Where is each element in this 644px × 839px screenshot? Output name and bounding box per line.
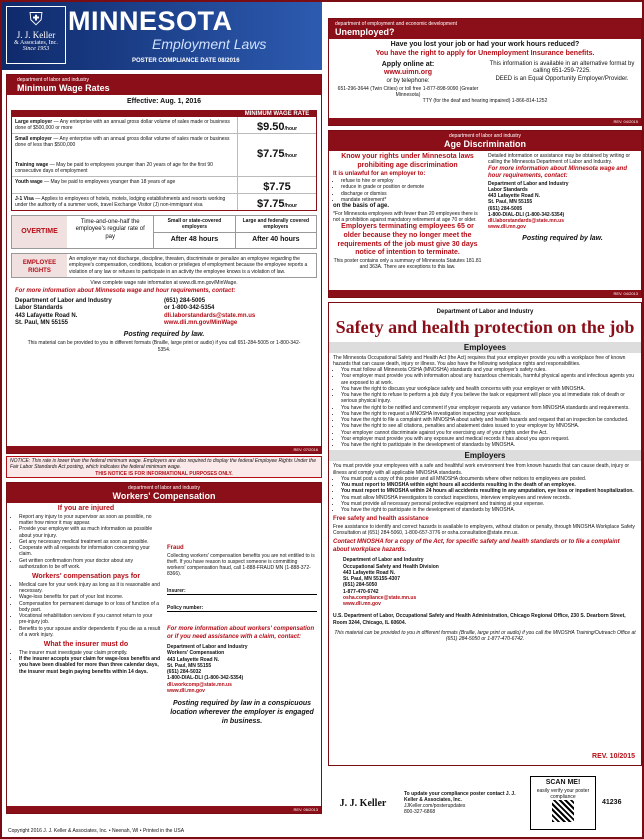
wage-link[interactable]: View complete wage rate information at www.dli.mn.gov/MinWage.	[90, 279, 238, 286]
section-title: Age Discrimination	[443, 139, 526, 149]
scan-box: SCAN ME! easily verify your poster compliance	[530, 776, 596, 830]
company-logo	[6, 6, 66, 64]
age-discrimination-section: department of labor and industry Age Discrimination Know your rights under Minnesota laws prohibiting age discrimination It is unlawful for an employer to: • refuse to hire or employ • reduce in grade or position or demote • discharge or dismiss • mandate retirement* on the basis of age. *For Minnesota employees with fewer than 20 employees there is not a prohibition against mandatory retirement at age 70 or older. Employers terminating employees 65 or older because they no longer meet the requirements of the job must give 30 days notice of intention to terminate. This poster contains only a summary of Minnesota Statutes 181.81 and 363A. There are exceptions to this law. Detailed information or assistance may be obtained by writing or calling the Minnesota Department of Labor and Industry. For more information about Minnesota wage and hour requirements, contact: Department of Labor and Industry Labor Standards 443 Lafayette Road N. St. Paul, MN 55155 (651) 284-5005 1-800-DIAL-DLI (1-800-342-5354) dli.laborstandards@state.mn.us www.dli.mn.gov Posting required by law. REV. 04/2013	[328, 130, 642, 298]
logo-subtext: & Associates, Inc.	[14, 40, 58, 46]
policy-field: Policy number:	[167, 605, 317, 612]
injured-list: • Report any injury to your supervisor as soon as possible, no matter how minor it may appear. • Provide your employer with as much information as possible about your injury. • Get any necessary medical treatment as soon as possible. • Cooperate with all requests for information concerning your claim. • Get written confirmation from your doctor about any authorization to be off work.	[11, 514, 161, 570]
wage-row: Youth wage — May be paid to employees younger than 18 years of age $7.75	[12, 177, 316, 194]
pays-list: • Medical care for your work injury as long as it is reasonable and necessary. • Wage-loss benefits for part of your lost income. • Compensation for permanent damage to or loss of function of a body part. • Vocational rehabilitation services if you cannot return to your pre-injury job. • Benefits to your spouse and/or dependents if you die as a result of a work injury.	[11, 582, 161, 638]
employer-duties-list: • You must post a copy of this poster and all MNOSHA documents where other notices to employees are posted. • You must report to MNOSHA within eight hours all accidents resulting in the death of an employee. • You must report to MNOSHA within 24 hours all accidents resulting in any amputation, eye loss or inpatient hospitalization. • You must allow MNOSHA investigators to conduct inspections, interview employees and review records. • You must provide all necessary personal protective equipment and training at your expense. • You have the right to participate in the development of standards by MNOSHA.	[333, 476, 637, 514]
section-title: Minimum Wage Rates	[17, 83, 110, 93]
revision-date: REV. 07/2016	[7, 446, 321, 453]
footer: J. J. Keller To update your compliance poster contact J. J. Keller & Associates, Inc. JJKeller.com/posterupdates 800-327-6868 SCAN ME! easily verify your poster compliance 41236	[328, 770, 642, 836]
notice-box: NOTICE: This rate is lower than the federal minimum wage. Employers are also required to display the federal Employee Rights Under the Fair Labor Standards Act posting, which indicates the federal minimum wage. THIS NOTICE IS FOR INFORMATIONAL PURPOSES ONLY.	[6, 456, 322, 478]
wage-row: Large employer — Any enterprise with an annual gross dollar volume of sales made or business done of $500,000 or more $9.50/hour	[12, 117, 316, 134]
age-list: • refuse to hire or employ • reduce in grade or position or demote • discharge or dismiss • mandate retirement*	[333, 178, 482, 203]
wage-col-header: MINIMUM WAGE RATE	[244, 110, 310, 117]
qr-code-icon[interactable]	[552, 800, 574, 822]
wage-row: Small employer — Any enterprise with an annual gross dollar volume of sales made or business done of less than $500,000 $7.75/hour	[12, 134, 316, 160]
min-wage-section: department of labor and industry Minimum Wage Rates Effective: Aug. 1, 2016 MINIMUM WAGE RATE Large employer — Any enterprise with an annual gross dollar volume of sales made or business done of $500,000 or more $9.50/hour Small employer — Any enterprise with an annual gross dollar volume of sales made or business done of less than $500,000 $7.75/hour Training wage — May be paid to employees younger than 20 years of age for the first 90 consecutive days of employment Youth wage — May be paid to employees younger than 18 years of age $7.75 J-1 Visa — Applies to employees of hotels, motels, lodging establishments and resorts working under the authority of a summer work, travel Exchange Visitor (J) non-immigrant visa $7.75/hour OVERTIME Time-and-one-half the employee's regular rate of pay Small or state-covered employers After 48 hours Large and federally covered employers After 40 hours EMPLOYEE RIGHTS An employer may not discharge, discipline, threaten, discriminate or penalize an employee regarding the employee's compensation, conditions, location or privileges of employment because the employee reports a violation of any law or refuses to participate in an activity the employee knows is a violation of law. View complete wage rate information at www.dli.mn.gov/MinWage. For more information about Minnesota wage and hour requirements, contact: Department of Labor and Industry Labor Standards 443 Lafayette Road N. St. Paul, MN 55155 (651) 284-5005 or 1-800-342-5354 dli.laborstandards@state.mn.us www.dli.mn.gov/MinWage Posting required by law. This material can be provided to you in different formats (Braille, large print or audio) if you call 651-284-5005 or 1-800-342-5354. REV. 07/2016	[6, 74, 322, 454]
insurer-list: • The insurer must investigate your claim promptly. • If the insurer accepts your claim for wage-loss benefits and you have been disabled for more than three calendar days, the insurer must begin paying benefits within 14 days.	[11, 650, 161, 675]
wc-contact: Department of Labor and Industry Workers' Compensation 443 Lafayette Road N. St. Paul, MN 55155 (651) 284-5032 1-800-DIAL-DLI (1-800-342-5354) dli.workcomp@state.mn.us www.dli.mn.gov	[167, 644, 248, 694]
state-title: MINNESOTA	[68, 6, 233, 36]
contact-address: Department of Labor and Industry Labor Standards 443 Lafayette Road N. St. Paul, MN 55155	[15, 297, 112, 326]
overtime-table: OVERTIME Time-and-one-half the employee's regular rate of pay Small or state-covered employers After 48 hours Large and federally covered employers After 40 hours	[11, 215, 317, 249]
logo-text: J. J. Keller	[16, 30, 56, 40]
header-banner	[2, 2, 322, 70]
workers-comp-section: department of labor and industry Workers' Compensation If you are injured • Report any injury to your supervisor as soon as possible, no matter how minor it may appear. • Provide your employer with as much information as possible about your injury. • Get any necessary medical treatment as soon as possible. • Cooperate with all requests for information concerning your claim. • Get written confirmation from your doctor about any authorization to be off work. Workers' compensation pays for • Medical care for your work injury as long as it is reasonable and necessary. • Wage-loss benefits for part of your lost income. • Compensation for permanent damage to or loss of function of a body part. • Vocational rehabilitation services if you cannot return to your pre-injury job. • Benefits to your spouse and/or dependents if you die as a result of a work injury. What the insurer must do • The insurer must investigate your claim promptly. • If the insurer accepts your claim for wage-loss benefits and you have been disabled for more than three calendar days, the insurer must begin paying benefits within 14 days. Fraud Collecting workers' compensation benefits you are not entitled to is theft. If you have reason to suspect someone is committing workers' compensation fraud, call 1-888-FRAUD MN (1-888-372-8366). Insurer: Policy number: For more information about workers' compensation or if you need assistance with a claim, contact: Department of Labor and Industry Workers' Compensation 443 Lafayette Road N. St. Paul, MN 55155 (651) 284-5032 1-800-DIAL-DLI (1-800-342-5354) dli.workcomp@state.mn.us www.dli.mn.gov Posting required by law in a conspicuous location wherever the employer is engaged in business. REV. 06/2013	[6, 482, 322, 814]
section-title: Workers' Compensation	[112, 491, 216, 501]
logo-since: Since 1953	[22, 46, 50, 52]
age-contact: Department of Labor and Industry Labor Standards 443 Lafayette Road N. St. Paul, MN 55155 (651) 284-5005 1-800-DIAL-DLI (1-800-342-5354) dli.laborstandards@state.mn.us www.dli.mn.gov	[488, 180, 569, 231]
insurer-field: Insurer:	[167, 588, 317, 595]
poster-subtitle: Employment Laws	[152, 36, 267, 52]
agency-label: department of labor and industry	[17, 77, 89, 83]
footer-link[interactable]: JJKeller.com/posterupdates	[404, 803, 466, 809]
effective-date: Effective: Aug. 1, 2016	[126, 98, 202, 105]
employee-rights-list: • You must follow all Minnesota OSHA (MNOSHA) standards and your employer's safety rules. • Your employer must provide you with information about any hazardous chemicals, harmful physical agents and infectious agents you are exposed to at work. • You have the right to discuss your workplace safety and health concerns with your employer or with MNOSHA. • You have the right to refuse to perform a job duty if you believe the task or equipment will place you at immediate risk of death or serious physical injury. • You have the right to be notified and comment if your employer requests any variance from MNOSHA standards and requirements. • You have the right to request a MNOSHA investigation inspecting your workplace. • You have the right to file a complaint with MNOSHA about safety and health hazards and request that an inspection be conducted. • You have the right to see all citations, penalties and abatement dates issued to your employer by MNOSHA. • Your employer cannot discriminate against you for exercising any of your rights under the Act. • Your employer must provide you with any exposure and medical records it has about you upon request. • You have the right to participate in the development of standards by MNOSHA.	[333, 367, 637, 448]
footer-logo: J. J. Keller	[339, 797, 387, 809]
employee-rights: EMPLOYEE RIGHTS An employer may not discharge, discipline, threaten, discriminate or penalize an employee regarding the employee's compensation, conditions, location or privileges of employment because the employee reports a violation of any law or refuses to participate in an activity the employee knows is a violation of law.	[11, 253, 317, 278]
section-title: Unemployed?	[335, 27, 395, 37]
uimn-link[interactable]: www.uimn.org	[384, 69, 432, 77]
safety-contact: Department of Labor and Industry Occupational Safety and Health Division 443 Lafayette Road N. St. Paul, MN 55155-4307 (651) 284-5050 1-877-470-6742 osha.compliance@state.mn.us www.dli.mn.gov	[343, 557, 439, 607]
safety-section: Department of Labor and Industry Safety and health protection on the job Employees The Minnesota Occupational Safety and Health Act (the Act) requires that your employer provide you with a workplace free of known hazards that can cause death, injury or illness. You also have the following workplace rights and responsibilities. • You must follow all Minnesota OSHA (MNOSHA) standards and your employer's safety rules. • Your employer must provide you with information about any hazardous chemicals, harmful physical agents and infectious agents you are exposed to at work. • You have the right to discuss your workplace safety and health concerns with your employer or with MNOSHA. • You have the right to refuse to perform a job duty if you believe the task or equipment will place you at immediate risk of death or serious physical injury. • You have the right to be notified and comment if your employer requests any variance from MNOSHA standards and requirements. • You have the right to request a MNOSHA investigation inspecting your workplace. • You have the right to file a complaint with MNOSHA about safety and health hazards and request that an inspection be conducted. • You have the right to see all citations, penalties and abatement dates issued to your employer by MNOSHA. • Your employer cannot discriminate against you for exercising any of your rights under the Act. • Your employer must provide you with any exposure and medical records it has about you upon request. • You have the right to participate in the development of standards by MNOSHA. Employers You must provide your employees with a safe and healthful work environment free from known hazards that can cause death, injury or illness and comply with all applicable MNOSHA standards. • You must post a copy of this poster and all MNOSHA documents where other notices to employees are posted. • You must report to MNOSHA within eight hours all accidents resulting in the death of an employee. • You must report to MNOSHA within 24 hours all accidents resulting in any amputation, eye loss or inpatient hospitalization. • You must allow MNOSHA investigators to conduct inspections, interview employees and review records. • You must provide all necessary personal protective equipment and training at your expense. • You have the right to participate in the development of standards by MNOSHA. Free safety and health assistance Free assistance to identify and correct hazards is available to employers, without citation or penalty, through MNOSHA Workplace Safety Consultation at (651) 284-5060, 1-800-657-3776 or osha.consultation@state.mn.us. Contact MNOSHA for a copy of the Act, for specific safety and health standards or to file a complaint about workplace hazards. Department of Labor and Industry Occupational Safety and Health Division 443 Lafayette Road N. St. Paul, MN 55155-4307 (651) 284-5050 1-877-470-6742 osha.compliance@state.mn.us www.dli.mn.gov U.S. Department of Labor, Occupational Safety and Health Administration, Chicago Regional Office, 230 S. Dearborn Street, Room 3244, Chicago, IL 60604. This material can be provided to you in different formats (Braille, large print or audio) if you call the MNOSHA Training/Outreach Office at (651) 284-5050 or 1-877-470-6742. REV. 10/2015	[328, 302, 642, 766]
section-title: Safety and health protection on the job	[335, 316, 635, 337]
shield-icon: ⛨	[29, 9, 43, 29]
wage-row: J-1 Visa — Applies to employees of hotels, motels, lodging establishments and resorts working under the authority of a summer work, travel Exchange Visitor (J) non-immigrant visa $7.75/hour	[12, 194, 316, 210]
fraud-text: Collecting workers' compensation benefits you are not entitled to is theft. If you have reason to suspect someone is committing workers' compensation fraud, call 1-888-FRAUD MN (1-888-372-8366).	[167, 552, 315, 578]
copyright: Copyright 2016 J. J. Keller & Associates, Inc. • Neenah, WI • Printed in the USA	[8, 828, 185, 834]
wage-row: Training wage — May be paid to employees younger than 20 years of age for the first 90 consecutive days of employment	[12, 160, 316, 177]
posting-required: Posting required by law.	[123, 330, 205, 338]
unemployed-section: department of employment and economic development Unemployed? Have you lost your job or had your work hours reduced? You have the right to apply for Unemployment Insurance benefits. Apply online at: www.uimn.org or by telephone: 651-296-3644 (Twin Cities) or toll free 1-877-898-9090 (Greater Minnesota) This information is available in an alternative format by calling 651-259-7225. DEED is an Equal Opportunity Employer/Provider. TTY (for the deaf and hearing impaired) 1-866-814-1252 REV. 04/2015	[328, 18, 642, 126]
compliance-date: POSTER COMPLIANCE DATE 08/2016	[132, 58, 240, 64]
poster-code: 41236	[602, 798, 622, 806]
contact-phones: (651) 284-5005 or 1-800-342-5354 dli.laborstandards@state.mn.us www.dli.mn.gov/MinWage	[164, 297, 256, 326]
